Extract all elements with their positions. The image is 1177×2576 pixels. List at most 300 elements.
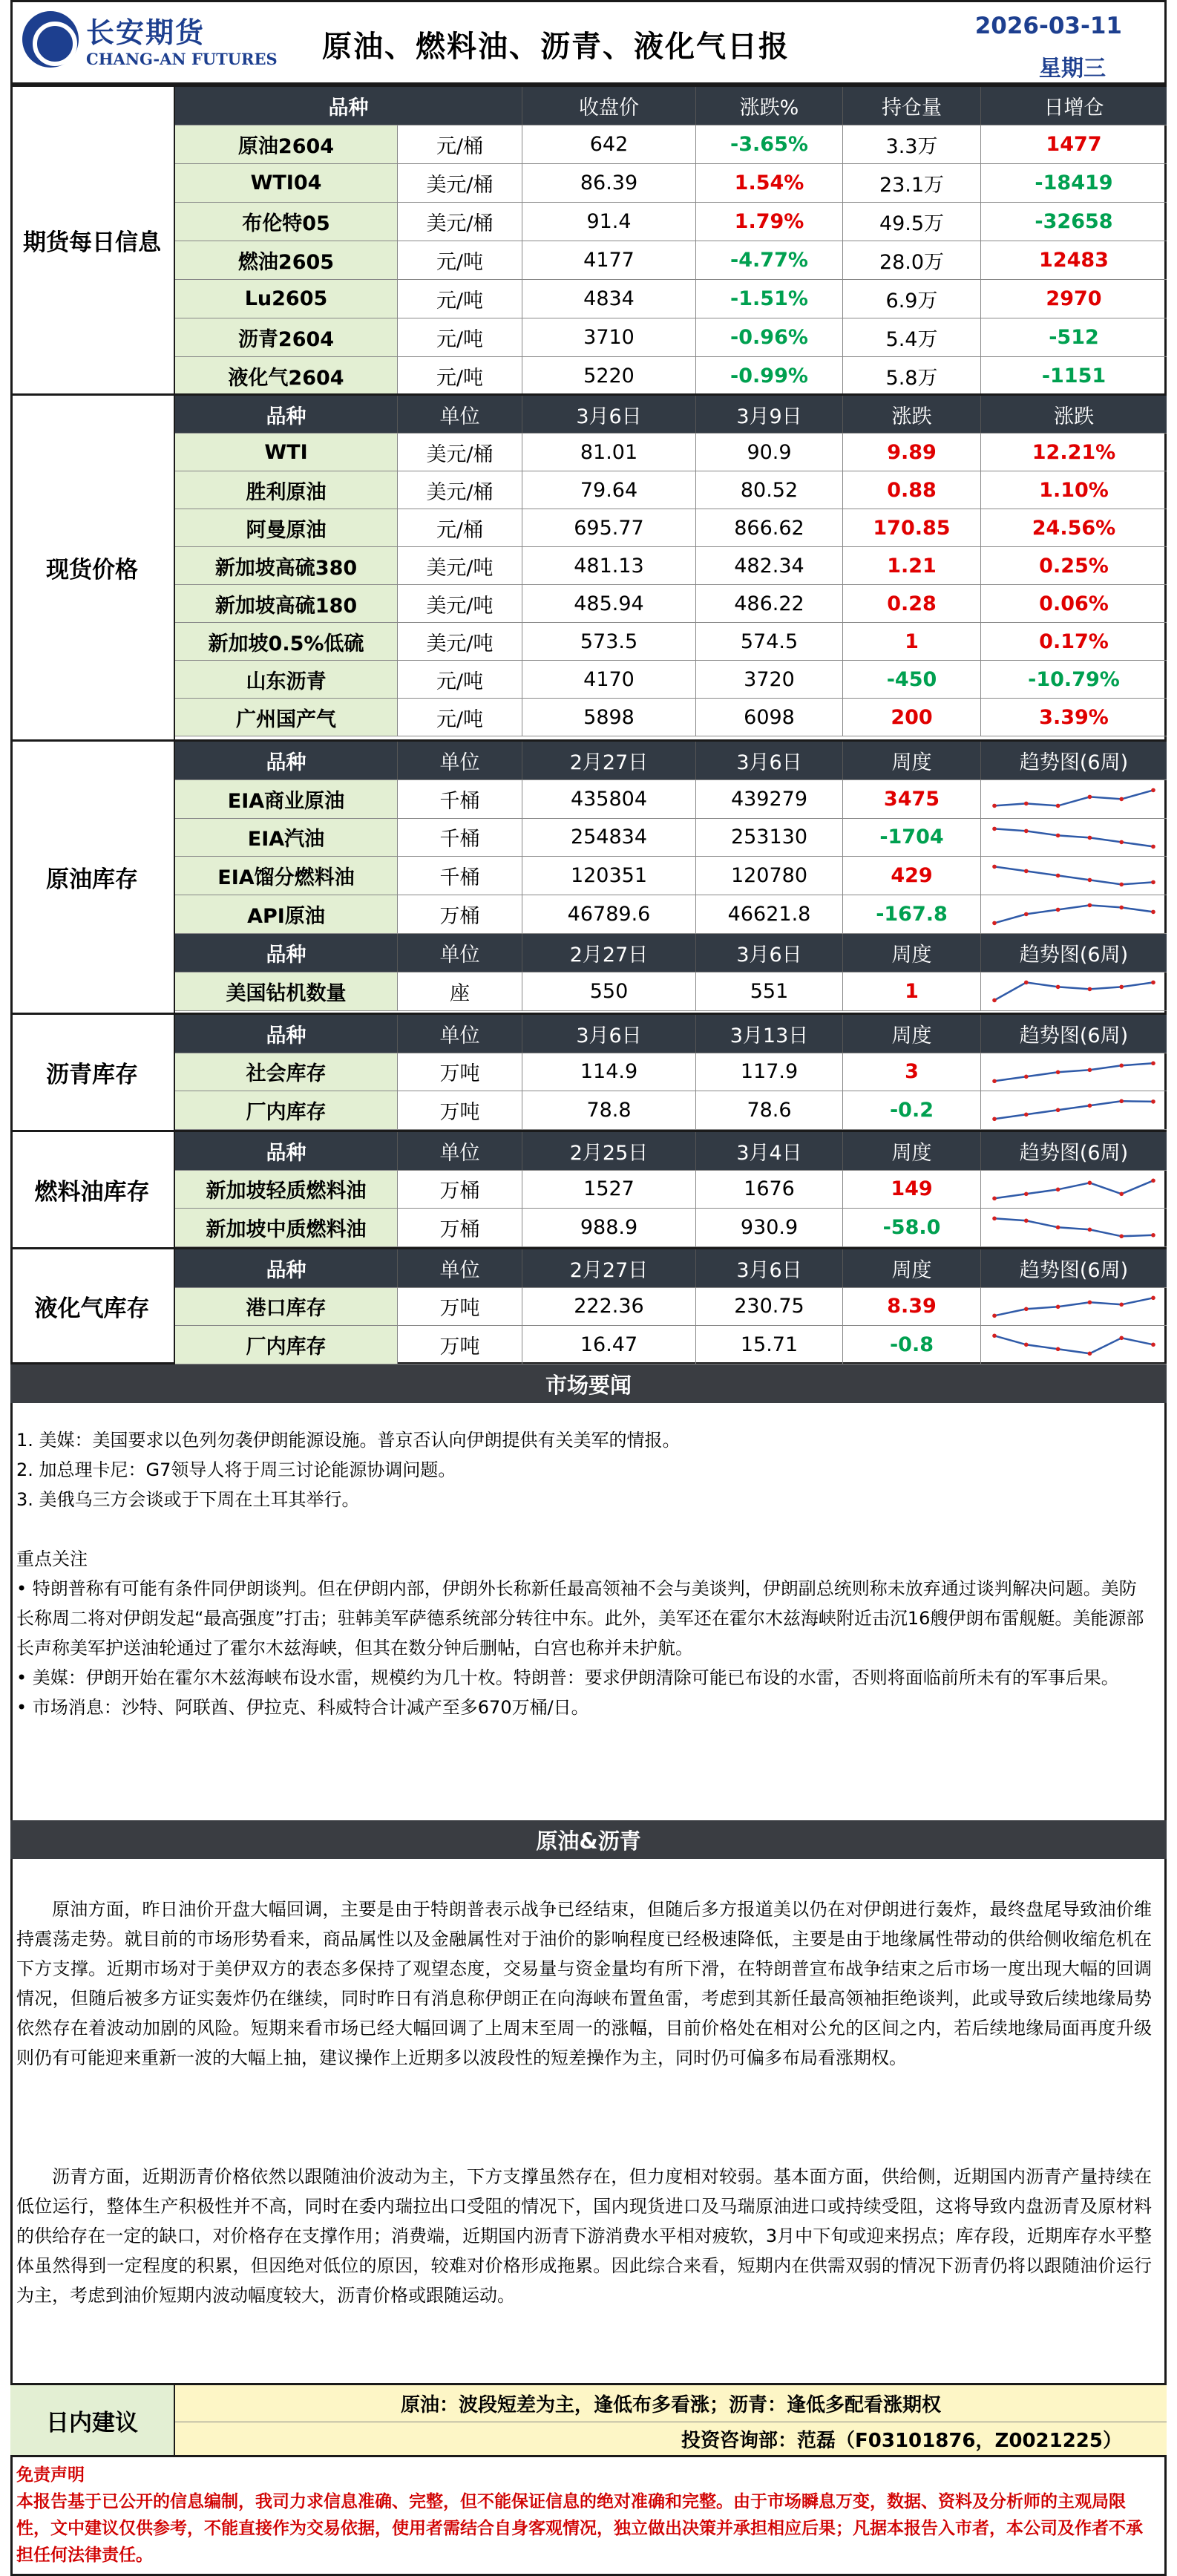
trend-cell <box>981 857 1167 895</box>
change: 9.89 <box>843 434 981 471</box>
price-last: 574.5 <box>696 623 843 660</box>
instrument-name: 广州国产气 <box>175 699 398 736</box>
advice-text: 原油：波段短差为主，逢低布多看涨；沥青：逢低多配看涨期权 <box>175 2385 1167 2422</box>
trend-point <box>1151 1343 1155 1347</box>
daily-oi-change: 2970 <box>1046 287 1102 310</box>
trend-sparkline <box>981 1209 1167 1246</box>
trend-point <box>1088 903 1092 908</box>
value-last: 46621.8 <box>696 895 843 933</box>
trend-point <box>1151 1178 1155 1183</box>
price-last: 866.62 <box>696 509 843 546</box>
instrument-name: 燃油2605 <box>175 241 398 279</box>
change-pct: 0.06% <box>1039 592 1109 615</box>
focus-title: 重点关注 <box>16 1549 88 1569</box>
inventory-row <box>175 1171 1167 1209</box>
weekly-change: 1 <box>843 972 981 1010</box>
header-cell: 品种 <box>175 1132 398 1170</box>
daily-oi-change: -1151 <box>1041 365 1106 388</box>
price-last: 3720 <box>696 661 843 698</box>
focus-item: • 市场消息：沙特、阿联酋、伊拉克、科威特合计减产至多670万桶/日。 <box>16 1697 589 1718</box>
inventory-header-row <box>175 1015 1167 1053</box>
instrument-name: 阿曼原油 <box>175 509 398 546</box>
close-price: 4177 <box>522 241 696 279</box>
trend-point <box>1088 878 1092 883</box>
trend-cell <box>981 1209 1167 1246</box>
inventory-row <box>175 1091 1167 1130</box>
header-cell: 趋势图(6周) <box>1019 1141 1129 1165</box>
header-cell: 单位 <box>398 1249 522 1287</box>
close-price: 5220 <box>522 357 696 395</box>
advice-label: 日内建议 <box>10 2385 175 2455</box>
price-last: 80.52 <box>696 471 843 509</box>
instrument-name: 美国钻机数量 <box>175 972 398 1010</box>
header-cell: 单位 <box>398 934 522 972</box>
trend-point <box>1151 980 1155 984</box>
change: 170.85 <box>843 509 981 546</box>
futures-row <box>175 164 1167 203</box>
analysis-title: 原油&沥青 <box>10 1820 1167 1859</box>
analysis-crude-paragraph: 原油方面，昨日油价开盘大幅回调，主要是由于特朗普表示战争已经结束，但随后多方报道美以仍在对伊朗进行轰炸，最终盘尾导致油价维持震荡走势。就目前的市场形势看来，商品属性以及金融属性对于油价的影响程度已经极速降低，主要是由于地缘属性带动的供给侧收缩危机在下方支撑。近期市场对于美伊双方的表态多保持了观望态度，交易量与资金量均有所下滑，在特朗普宣布战争结束之后市场一度出现大幅的回调情况，但随后被多方证实轰炸仍在继续，同时昨日有消息称伊朗正在向海峡布置鱼雷，考虑到其新任最高领袖拒绝谈判，此或导致后续地缘局势依然存在着波动加剧的风险。短期来看市场已经大幅回调了上周末至周一的涨幅，目前价格处在相对公允的区间之内，若后续地缘局面再度升级则仍有可能迎来重新一波的大幅上抽，建议操作上近期多以波段性的短差操作为主，同时仍可偏多布局看涨期权。 <box>16 1899 1152 2068</box>
analysis-asphalt-paragraph: 沥青方面，近期沥青价格依然以跟随油价波动为主，下方支撑虽然存在，但力度相对较弱。基本面方面，供给侧，近期国内沥青产量持续在低位运行，整体生产积极性并不高，同时在委内瑞拉出口受阻的情况下，国内现货进口及马瑞原油进口或持续受阻，这将导致内盘沥青及原材料的供给存在一定的缺口，对价格存在支撑作用；消费端，近期国内沥青下游消费水平相对疲软，3月中下旬或迎来拐点；库存段，近期库存水平整体虽然得到一定程度的积累，但因绝对低位的原因，较难对价格形成拖累。因此综合来看，短期内在供需双弱的情况下沥青仍将以跟随油价运行为主，考虑到油价短期内波动幅度较大，沥青价格或跟随运动。 <box>16 2166 1152 2306</box>
close-price: 3710 <box>522 318 696 356</box>
trend-point <box>1119 883 1124 887</box>
weekly-change: -167.8 <box>843 895 981 933</box>
inventory-row <box>175 857 1167 895</box>
header-cell: 3月6日 <box>696 742 843 779</box>
change-pct: 1.79% <box>696 203 843 241</box>
spot-row <box>175 547 1167 585</box>
asphalt-inventory-section <box>10 1013 1167 1130</box>
trend-sparkline <box>981 819 1167 857</box>
trend-point <box>992 865 997 869</box>
open-interest: 5.8万 <box>843 357 981 395</box>
header-cell: 3月6日 <box>696 1249 843 1287</box>
trend-point <box>992 1313 997 1318</box>
change: 1 <box>843 623 981 660</box>
trend-cell <box>981 972 1167 1010</box>
trend-sparkline <box>981 1091 1167 1129</box>
value-last: 15.71 <box>696 1326 843 1364</box>
trend-point <box>1151 1233 1155 1238</box>
header-cell: 趋势图(6周) <box>1019 943 1129 967</box>
header-cell: 趋势图(6周) <box>1019 1258 1129 1282</box>
weekly-change: 149 <box>843 1171 981 1209</box>
trend-sparkline <box>981 972 1167 1010</box>
report-title: 原油、燃料油、沥青、液化气日报 <box>322 30 790 64</box>
disclaimer-text: 本报告基于已公开的信息编制，我司力求信息准确、完整，但不能保证信息的绝对准确和完整。由于市场瞬息万变，数据、资料及分析师的主观局限性，文中建议仅供参考，不能直接作为交易依据，使用者需结合自身客观情况，独立做出决策并承担相应后果；凡据本报告入市者，本公司及作者不承担任何法律责任。 <box>16 2492 1143 2565</box>
trend-point <box>992 1079 997 1083</box>
header-cell: 2月25日 <box>522 1132 696 1170</box>
value-last: 253130 <box>696 819 843 857</box>
trend-cell <box>981 780 1167 818</box>
trend-point <box>1024 1219 1029 1223</box>
inventory-row <box>175 819 1167 857</box>
trend-point <box>1056 833 1060 837</box>
inventory-row <box>175 1326 1167 1364</box>
instrument-name: 沥青2604 <box>175 318 398 356</box>
change-pct: -1.51% <box>696 280 843 318</box>
header-cell: 收盘价 <box>522 87 696 125</box>
trend-point <box>1119 1302 1124 1307</box>
price-prev: 695.77 <box>522 509 696 546</box>
inventory-header-row <box>175 1249 1167 1288</box>
trend-cell <box>981 1091 1167 1129</box>
report-weekday: 星期三 <box>1039 56 1106 82</box>
value-last: 78.6 <box>696 1091 843 1129</box>
instrument-name: 厂内库存 <box>175 1091 398 1129</box>
value-last: 439279 <box>696 780 843 818</box>
open-interest: 6.9万 <box>843 280 981 318</box>
unit: 万桶 <box>398 1209 522 1246</box>
trend-sparkline <box>981 857 1167 895</box>
intraday-advice <box>10 2383 1167 2457</box>
header-cell: 涨跌% <box>696 87 843 125</box>
change-pct: -0.96% <box>696 318 843 356</box>
header-cell: 周度 <box>843 1015 981 1053</box>
trend-line <box>994 1218 1153 1236</box>
trend-point <box>992 803 997 808</box>
header-cell: 涨跌 <box>843 396 981 433</box>
inventory-row <box>175 1288 1167 1327</box>
trend-point <box>1088 794 1092 799</box>
change-pct: 24.56% <box>1032 516 1116 540</box>
trend-point <box>1024 1191 1029 1196</box>
header-cell: 3月4日 <box>696 1132 843 1170</box>
daily-oi-change: 12483 <box>1039 249 1109 272</box>
unit: 美元/吨 <box>398 623 522 660</box>
change: 200 <box>843 699 981 736</box>
section-label: 期货每日信息 <box>10 87 175 393</box>
futures-row <box>175 125 1167 164</box>
futures-row <box>175 241 1167 280</box>
price-prev: 5898 <box>522 699 696 736</box>
section-label: 燃料油库存 <box>10 1132 175 1247</box>
header-cell: 周度 <box>843 934 981 972</box>
trend-point <box>1088 1228 1092 1232</box>
change: -450 <box>843 661 981 698</box>
trend-point <box>1088 1104 1092 1108</box>
trend-point <box>1088 1352 1092 1356</box>
trend-point <box>1024 980 1029 984</box>
header-cell: 日增仓 <box>1043 97 1104 120</box>
trend-point <box>1056 1304 1060 1309</box>
section-label: 液化气库存 <box>10 1249 175 1362</box>
fuel-inventory-section <box>10 1130 1167 1247</box>
header-cell: 品种 <box>175 742 398 779</box>
trend-line <box>994 906 1153 923</box>
price-prev: 4170 <box>522 661 696 698</box>
spot-row <box>175 661 1167 699</box>
trend-sparkline <box>981 1288 1167 1326</box>
trend-point <box>1119 1063 1124 1068</box>
header-cell: 2月27日 <box>522 742 696 779</box>
header-cell: 持仓量 <box>843 87 981 125</box>
instrument-name: 布伦特05 <box>175 203 398 241</box>
value-last: 930.9 <box>696 1209 843 1246</box>
trend-point <box>1088 835 1092 840</box>
trend-cell <box>981 819 1167 857</box>
trend-point <box>1088 1300 1092 1304</box>
unit: 万吨 <box>398 1091 522 1129</box>
trend-point <box>1024 1074 1029 1079</box>
trend-line <box>994 1336 1153 1353</box>
trend-point <box>1151 880 1155 885</box>
trend-point <box>1024 828 1029 833</box>
change-pct: -0.99% <box>696 357 843 395</box>
news-item: 2. 加总理卡尼：G7领导人将于周三讨论能源协调问题。 <box>16 1459 456 1480</box>
inventory-row <box>175 895 1167 934</box>
trend-cell <box>981 1326 1167 1364</box>
disclaimer <box>16 2462 1152 2569</box>
trend-point <box>1151 910 1155 915</box>
trend-sparkline <box>981 895 1167 933</box>
crude-inventory-section <box>10 739 1167 1013</box>
inventory-row <box>175 780 1167 819</box>
header-cell: 周度 <box>843 1132 981 1170</box>
change-pct: -3.65% <box>696 125 843 163</box>
trend-point <box>1151 844 1155 849</box>
weekly-change: 3475 <box>843 780 981 818</box>
value-prev: 46789.6 <box>522 895 696 933</box>
change-pct: -4.77% <box>696 241 843 279</box>
unit: 千桶 <box>398 819 522 857</box>
market-news-title: 市场要闻 <box>10 1364 1167 1403</box>
header-cell: 3月6日 <box>522 1015 696 1053</box>
trend-point <box>1119 1099 1124 1104</box>
weekly-change: 3 <box>843 1053 981 1091</box>
weekly-change: -1704 <box>843 819 981 857</box>
unit: 元/吨 <box>398 280 522 318</box>
price-prev: 79.64 <box>522 471 696 509</box>
trend-point <box>1119 840 1124 844</box>
value-prev: 988.9 <box>522 1209 696 1246</box>
header-cell: 周度 <box>843 742 981 779</box>
price-prev: 481.13 <box>522 547 696 584</box>
change-pct: 3.39% <box>1039 705 1109 729</box>
advice-consultant: 投资咨询部：范磊（F03101876，Z0021225） <box>175 2422 1167 2455</box>
header-cell: 3月6日 <box>522 396 696 433</box>
close-price: 86.39 <box>522 164 696 202</box>
trend-point <box>1119 797 1124 801</box>
unit: 美元/吨 <box>398 547 522 584</box>
spot-row <box>175 699 1167 736</box>
trend-point <box>1056 874 1060 878</box>
change: 0.28 <box>843 585 981 622</box>
trend-point <box>992 1196 997 1200</box>
instrument-name: EIA汽油 <box>175 819 398 857</box>
weekly-change: -0.8 <box>843 1326 981 1364</box>
trend-line <box>994 1101 1153 1119</box>
daily-oi-change: -512 <box>1049 326 1099 349</box>
trend-line <box>994 790 1153 805</box>
unit: 元/吨 <box>398 699 522 736</box>
change-pct: 0.17% <box>1039 630 1109 653</box>
weekly-change: -58.0 <box>843 1209 981 1246</box>
section-label: 原油库存 <box>10 742 175 1013</box>
spot-section <box>10 393 1167 739</box>
trend-point <box>1056 1070 1060 1074</box>
price-last: 90.9 <box>696 434 843 471</box>
header-cell: 品种 <box>175 396 398 433</box>
value-prev: 550 <box>522 972 696 1010</box>
header-cell: 单位 <box>398 1132 522 1170</box>
price-prev: 573.5 <box>522 623 696 660</box>
trend-line <box>994 867 1153 885</box>
header-cell: 单位 <box>398 742 522 779</box>
section-label: 现货价格 <box>10 396 175 739</box>
trend-point <box>992 1117 997 1122</box>
open-interest: 49.5万 <box>843 203 981 241</box>
trend-sparkline <box>981 1171 1167 1209</box>
instrument-name: 港口库存 <box>175 1288 398 1326</box>
value-prev: 435804 <box>522 780 696 818</box>
inventory-row <box>175 1209 1167 1247</box>
change-pct: 1.10% <box>1039 478 1109 502</box>
unit: 万吨 <box>398 1326 522 1364</box>
instrument-name: EIA商业原油 <box>175 780 398 818</box>
header-cell: 单位 <box>398 1015 522 1053</box>
trend-point <box>1024 1343 1029 1347</box>
instrument-name: 新加坡高硫180 <box>175 585 398 622</box>
trend-point <box>992 826 997 831</box>
header-cell: 品种 <box>175 934 398 972</box>
spot-row <box>175 509 1167 547</box>
trend-point <box>992 1334 997 1338</box>
unit: 元/桶 <box>398 509 522 546</box>
trend-point <box>1151 1099 1155 1104</box>
instrument-name: 新加坡中质燃料油 <box>175 1209 398 1246</box>
news-item: 1. 美媒：美国要求以色列勿袭伊朗能源设施。普京否认向伊朗提供有关美军的情报。 <box>16 1430 681 1451</box>
unit: 万吨 <box>398 1053 522 1091</box>
header-cell: 单位 <box>398 396 522 433</box>
futures-row <box>175 203 1167 241</box>
value-last: 551 <box>696 972 843 1010</box>
instrument-name: 社会库存 <box>175 1053 398 1091</box>
trend-cell <box>981 1053 1167 1091</box>
unit: 美元/桶 <box>398 203 522 241</box>
trend-point <box>1056 1187 1060 1191</box>
header-cell: 品种 <box>175 1249 398 1287</box>
instrument-name: 新加坡0.5%低硫 <box>175 623 398 660</box>
trend-point <box>1088 1180 1092 1185</box>
unit: 元/吨 <box>398 318 522 356</box>
header-cell: 3月9日 <box>696 396 843 433</box>
unit: 千桶 <box>398 857 522 895</box>
trend-line <box>994 982 1153 1000</box>
trend-point <box>1056 984 1060 989</box>
trend-point <box>1119 1191 1124 1196</box>
company-logo-icon <box>22 11 79 68</box>
header-cell: 2月27日 <box>522 934 696 972</box>
trend-line <box>994 1180 1153 1198</box>
trend-point <box>1024 912 1029 917</box>
unit: 千桶 <box>398 780 522 818</box>
trend-sparkline <box>981 1326 1167 1364</box>
unit: 元/吨 <box>398 241 522 279</box>
open-interest: 5.4万 <box>843 318 981 356</box>
inventory-row <box>175 972 1167 1011</box>
trend-sparkline <box>981 780 1167 818</box>
trend-point <box>1024 801 1029 805</box>
header-cell: 趋势图(6周) <box>1019 1024 1129 1047</box>
value-prev: 16.47 <box>522 1326 696 1364</box>
news-item: 3. 美俄乌三方会谈或于下周在土耳其举行。 <box>16 1489 360 1510</box>
trend-point <box>1119 984 1124 989</box>
trend-point <box>992 998 997 1002</box>
header-cell: 2月27日 <box>522 1249 696 1287</box>
instrument-name: 新加坡轻质燃料油 <box>175 1171 398 1209</box>
spot-row <box>175 471 1167 509</box>
price-last: 482.34 <box>696 547 843 584</box>
unit: 美元/桶 <box>398 471 522 509</box>
unit: 美元/吨 <box>398 585 522 622</box>
value-prev: 1527 <box>522 1171 696 1209</box>
futures-row <box>175 280 1167 318</box>
market-news-list <box>16 1425 1152 1722</box>
instrument-name: WTI04 <box>175 164 398 202</box>
trend-point <box>992 1217 997 1221</box>
daily-oi-change: -18419 <box>1035 171 1113 194</box>
value-last: 230.75 <box>696 1288 843 1326</box>
price-last: 6098 <box>696 699 843 736</box>
header-cell: 品种 <box>175 1015 398 1053</box>
change: 1.21 <box>843 547 981 584</box>
value-last: 1676 <box>696 1171 843 1209</box>
lpg-inventory-section <box>10 1247 1167 1364</box>
header-cell: 3月13日 <box>696 1015 843 1053</box>
futures-header-row <box>175 87 1167 125</box>
header-cell: 涨跌 <box>1054 405 1094 428</box>
spot-row <box>175 585 1167 623</box>
trend-point <box>1056 1108 1060 1113</box>
instrument-name: WTI <box>175 434 398 471</box>
trend-point <box>1024 1307 1029 1311</box>
trend-point <box>1119 906 1124 910</box>
unit: 万桶 <box>398 895 522 933</box>
header-cell: 趋势图(6周) <box>1019 751 1129 774</box>
close-price: 642 <box>522 125 696 163</box>
instrument-name: API原油 <box>175 895 398 933</box>
unit: 美元/桶 <box>398 164 522 202</box>
report-date: 2026-03-11 <box>974 13 1122 39</box>
value-prev: 222.36 <box>522 1288 696 1326</box>
spot-row <box>175 623 1167 661</box>
open-interest: 3.3万 <box>843 125 981 163</box>
weekly-change: 8.39 <box>843 1288 981 1326</box>
price-last: 486.22 <box>696 585 843 622</box>
trend-point <box>1024 1113 1029 1117</box>
trend-point <box>1119 1235 1124 1239</box>
section-label: 沥青库存 <box>10 1015 175 1130</box>
inventory-header-row <box>175 1132 1167 1171</box>
change-pct: 12.21% <box>1032 440 1116 464</box>
value-last: 120780 <box>696 857 843 895</box>
instrument-name: EIA馏分燃料油 <box>175 857 398 895</box>
change-pct: -10.79% <box>1028 667 1120 691</box>
trend-point <box>1056 908 1060 912</box>
unit: 万吨 <box>398 1288 522 1326</box>
unit: 万桶 <box>398 1171 522 1209</box>
focus-item: • 特朗普称有可能有条件同伊朗谈判。但在伊朗内部，伊朗外长称新任最高领袖不会与美谈判，伊朗副总统则称未放弃通过谈判解决问题。美防长称周二将对伊朗发起“最高强度”打击；驻韩美军萨德系统部分转往中东。此外，美军还在霍尔木兹海峡附近击沉16艘伊朗布雷舰艇。美能源部长声称美军护送油轮通过了霍尔木兹海峡，但其在数分钟后删帖，白宫也称并未护航。 <box>16 1578 1144 1658</box>
trend-point <box>1056 1226 1060 1230</box>
change-pct: 0.25% <box>1039 554 1109 578</box>
disclaimer-title: 免责声明 <box>16 2465 85 2485</box>
trend-point <box>1056 1347 1060 1352</box>
unit: 元/桶 <box>398 125 522 163</box>
price-prev: 81.01 <box>522 434 696 471</box>
daily-oi-change: -32658 <box>1035 210 1113 233</box>
instrument-name: 胜利原油 <box>175 471 398 509</box>
